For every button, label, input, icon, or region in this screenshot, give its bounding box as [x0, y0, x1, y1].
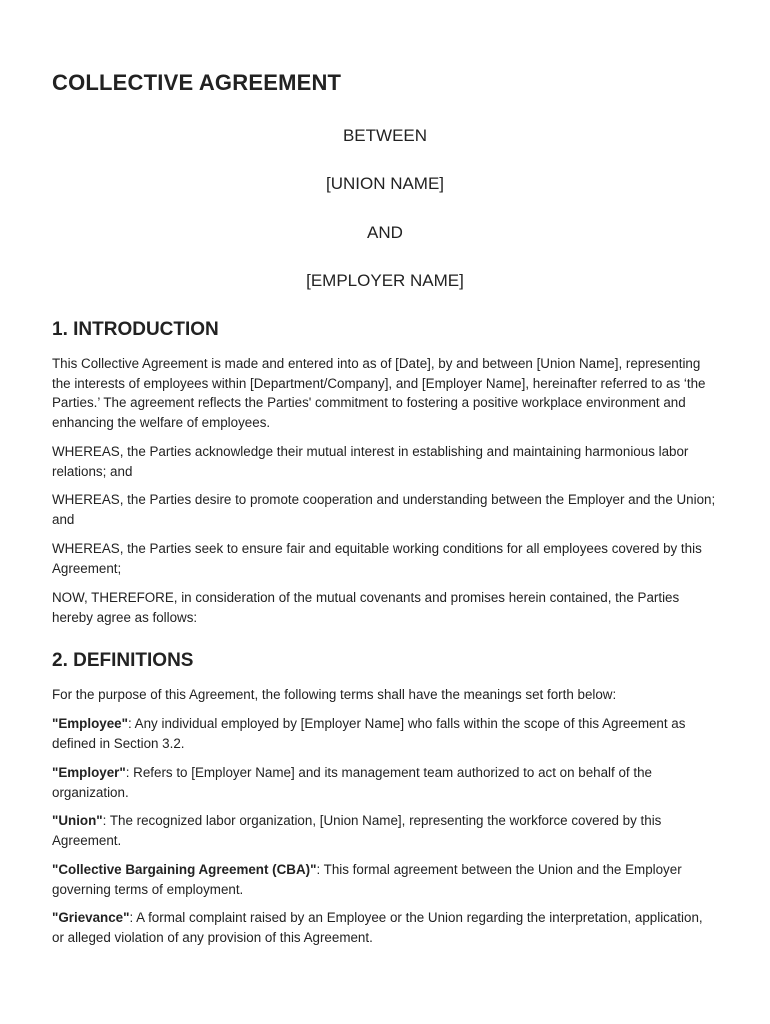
employer-name-placeholder: [EMPLOYER NAME] [306, 271, 464, 290]
whereas-paragraph-2: WHEREAS, the Parties desire to promote cooperation and understanding between the Employer and the Union; and [52, 492, 716, 527]
definition-cba [52, 860, 718, 899]
now-therefore-paragraph: NOW, THEREFORE, in consideration of the mutual covenants and promises herein contained, the Parties hereby agree as follows: [52, 590, 680, 625]
definition-text: : This formal agreement between the Union and the Employer governing terms of employment. [52, 862, 682, 897]
document-title: COLLECTIVE AGREEMENT [52, 70, 342, 95]
intro-paragraph: This Collective Agreement is made and entered into as of [Date], by and between [Union Name], representing the interests of employees within [Department/Company], and [Employer Name], hereinafter referred to as ‘the Parties.’ The agreement reflects the Parties' commitment to fostering a positive workplace environment and enhancing the welfare of employees. [52, 356, 706, 430]
definition-term: "Collective Bargaining Agreement (CBA)" [52, 862, 317, 877]
definitions-heading: 2. DEFINITIONS [52, 650, 194, 671]
definition-union [52, 811, 718, 850]
introduction-heading: 1. INTRODUCTION [52, 319, 219, 340]
definition-text: : The recognized labor organization, [Union Name], representing the workforce covered by this Agreement. [52, 813, 662, 848]
union-name-placeholder: [UNION NAME] [325, 174, 445, 193]
definition-grievance [52, 908, 718, 947]
whereas-paragraph-1: WHEREAS, the Parties acknowledge their mutual interest in establishing and maintaining harmonious labor relations; and [52, 444, 689, 479]
definition-term: "Employee" [52, 716, 128, 731]
definition-employer [52, 763, 718, 802]
definition-term: "Union" [52, 813, 103, 828]
and-label: AND [367, 223, 403, 242]
definition-employee [52, 714, 718, 753]
definition-term: "Employer" [52, 765, 126, 780]
definition-term: "Grievance" [52, 910, 130, 925]
definition-text: : A formal complaint raised by an Employee or the Union regarding the interpretation, application, or alleged violation of any provision of this Agreement. [52, 910, 703, 945]
between-label: BETWEEN [342, 126, 428, 145]
definitions-intro: For the purpose of this Agreement, the following terms shall have the meanings set forth below: [52, 687, 617, 702]
definition-text: : Any individual employed by [Employer Name] who falls within the scope of this Agreement as defined in Section 3.2. [52, 716, 686, 751]
whereas-paragraph-3: WHEREAS, the Parties seek to ensure fair and equitable working conditions for all employees covered by this Agreement; [52, 541, 702, 576]
definition-text: : Refers to [Employer Name] and its management team authorized to act on behalf of the organization. [52, 765, 652, 800]
